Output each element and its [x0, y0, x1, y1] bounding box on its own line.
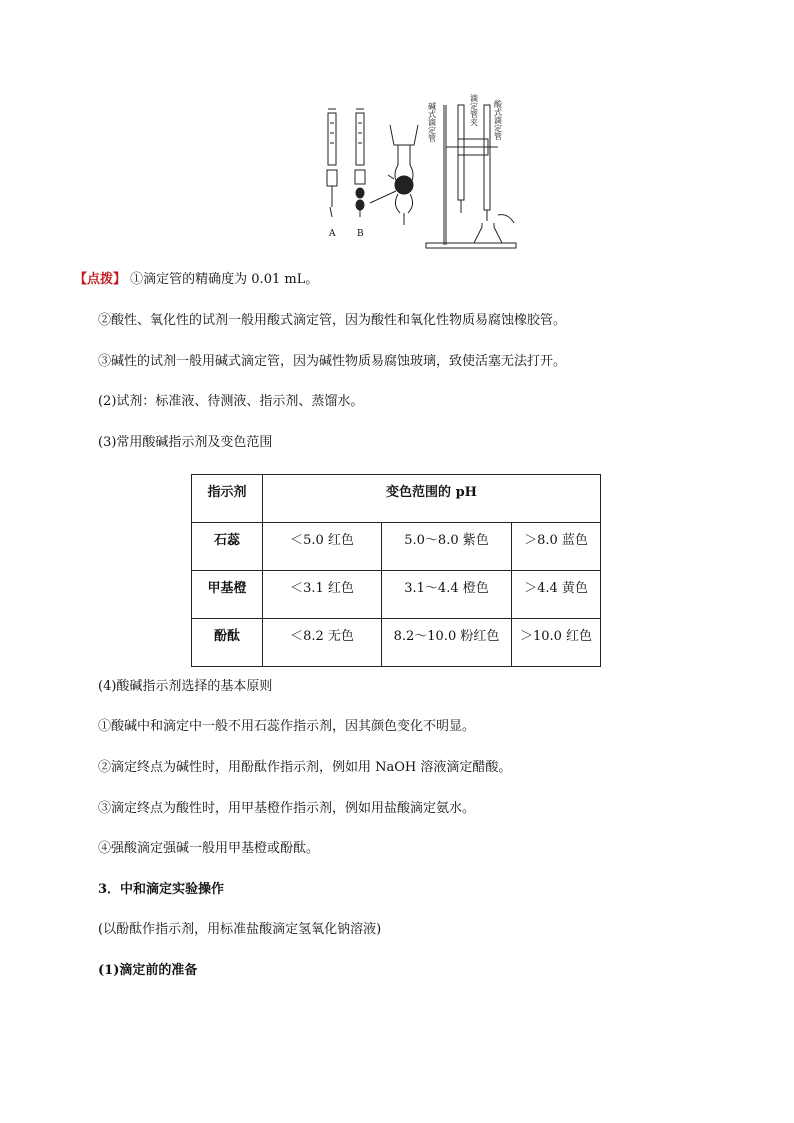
figure-label-clamp: 滴定管夹: [470, 94, 478, 127]
paragraph-selection-principles: (4)酸碱指示剂选择的基本原则: [98, 679, 273, 694]
table-header-indicator: 指示剂: [192, 475, 263, 523]
paragraph-methyl-orange: ③滴定终点为酸性时，用甲基橙作指示剂，例如用盐酸滴定氨水。: [98, 801, 476, 816]
section-heading-titration: 3．中和滴定实验操作: [98, 882, 225, 897]
tip-paragraph: [74, 271, 318, 289]
table-cell: 8.2～10.0 粉红色: [382, 619, 512, 667]
table-cell: ＜8.2 无色: [263, 619, 382, 667]
table-row: [192, 619, 601, 667]
table-header-ph-range: 变色范围的 pH: [263, 475, 601, 523]
tip-label: 【点拨】: [74, 272, 127, 287]
table-cell: ＜5.0 红色: [263, 523, 382, 571]
paragraph-indicator-heading: (3)常用酸碱指示剂及变色范围: [98, 435, 273, 450]
figure-label-acid-buret: 酸式滴定管: [494, 100, 502, 141]
table-row: [192, 571, 601, 619]
table-cell: 5.0～8.0 紫色: [382, 523, 512, 571]
table-cell: ＞4.4 黄色: [512, 571, 601, 619]
buret-figure: [318, 95, 526, 253]
indicator-table: [191, 474, 601, 667]
paragraph-base-buret: ③碱性的试剂一般用碱式滴定管，因为碱性物质易腐蚀玻璃，致使活塞无法打开。: [98, 354, 567, 369]
subheading-preparation: (1)滴定前的准备: [98, 963, 198, 978]
paragraph-reagents: (2)试剂：标准液、待测液、指示剂、蒸馏水。: [98, 394, 364, 409]
paragraph-titration-note: (以酚酞作指示剂，用标准盐酸滴定氢氧化钠溶液): [98, 922, 382, 937]
figure-label-base-buret: 碱式滴定管: [428, 102, 436, 143]
paragraph-strong-acid-base: ④强酸滴定强碱一般用甲基橙或酚酞。: [98, 841, 320, 856]
table-row: [192, 523, 601, 571]
table-cell: ＞8.0 蓝色: [512, 523, 601, 571]
table-cell: ＜3.1 红色: [263, 571, 382, 619]
figure-label-a: A: [329, 229, 336, 239]
paragraph-no-litmus: ①酸碱中和滴定中一般不用石蕊作指示剂，因其颜色变化不明显。: [98, 719, 476, 734]
figure-label-b: B: [357, 229, 364, 239]
table-cell: ＞10.0 红色: [512, 619, 601, 667]
table-header-row: [192, 475, 601, 523]
tip-text: ①滴定管的精确度为 0.01 mL。: [130, 272, 319, 287]
table-cell: 酚酞: [192, 619, 263, 667]
table-cell: 石蕊: [192, 523, 263, 571]
paragraph-acid-buret: ②酸性、氧化性的试剂一般用酸式滴定管，因为酸性和氧化性物质易腐蚀橡胶管。: [98, 313, 567, 328]
table-cell: 3.1～4.4 橙色: [382, 571, 512, 619]
table-cell: 甲基橙: [192, 571, 263, 619]
paragraph-phenolphthalein: ②滴定终点为碱性时，用酚酞作指示剂，例如用 NaOH 溶液滴定醋酸。: [98, 760, 512, 775]
